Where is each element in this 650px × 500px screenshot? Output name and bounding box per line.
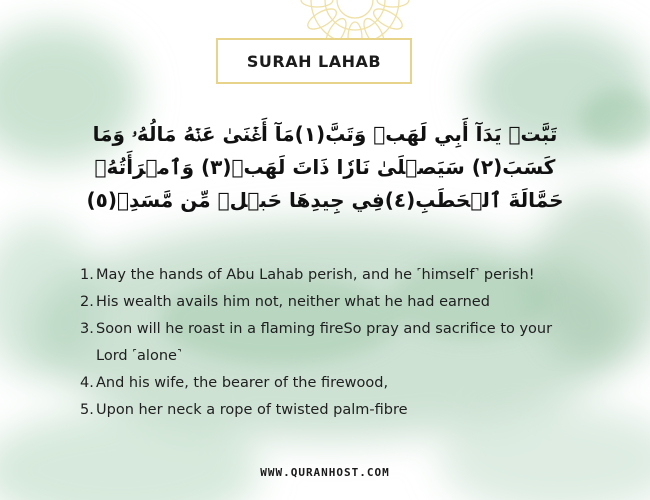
verse-number: 4. [80, 375, 94, 391]
arabic-verses: تَبَّتۡ يَدَآ أَبِي لَهَبٖ وَتَبَّ(١)مَآ أَغۡنَىٰ عَنۡهُ مَالُهُۥ وَمَا كَسَبَ(٢) سَيَصۡلَىٰ نَارٗا ذَاتَ لَهَبٖ(٣) وَٱمۡرَأَتُهُۥ حَمَّالَةَ ٱلۡحَطَبِ(٤)فِي جِيدِهَا حَبۡلٞ مِّن مَّسَدِۭ(٥) [86, 122, 564, 212]
translation-item [80, 316, 580, 370]
verse-text: His wealth avails him not, neither what he had earned [96, 294, 490, 310]
verse-text: And his wife, the bearer of the firewood, [96, 375, 389, 391]
verse-number: 1. [80, 267, 94, 283]
translation-list [80, 262, 580, 424]
verse-text: Soon will he roast in a flaming fireSo pray and sacrifice to your Lord ˹alone˺ [96, 321, 553, 364]
verse-number: 3. [80, 321, 94, 337]
surah-title: SURAH LAHAB [246, 51, 382, 71]
website-url[interactable]: WWW.QURANHOST.COM [260, 466, 390, 479]
title-box [216, 38, 412, 84]
translation-item [80, 397, 580, 424]
translation-item [80, 289, 580, 316]
verse-number: 5. [80, 402, 94, 418]
verse-text: Upon her neck a rope of twisted palm-fibre [96, 402, 408, 418]
verse-text: May the hands of Abu Lahab perish, and he ˹himself˺ perish! [96, 267, 535, 283]
verse-number: 2. [80, 294, 94, 310]
translation-item [80, 370, 580, 397]
translation-item [80, 262, 580, 289]
